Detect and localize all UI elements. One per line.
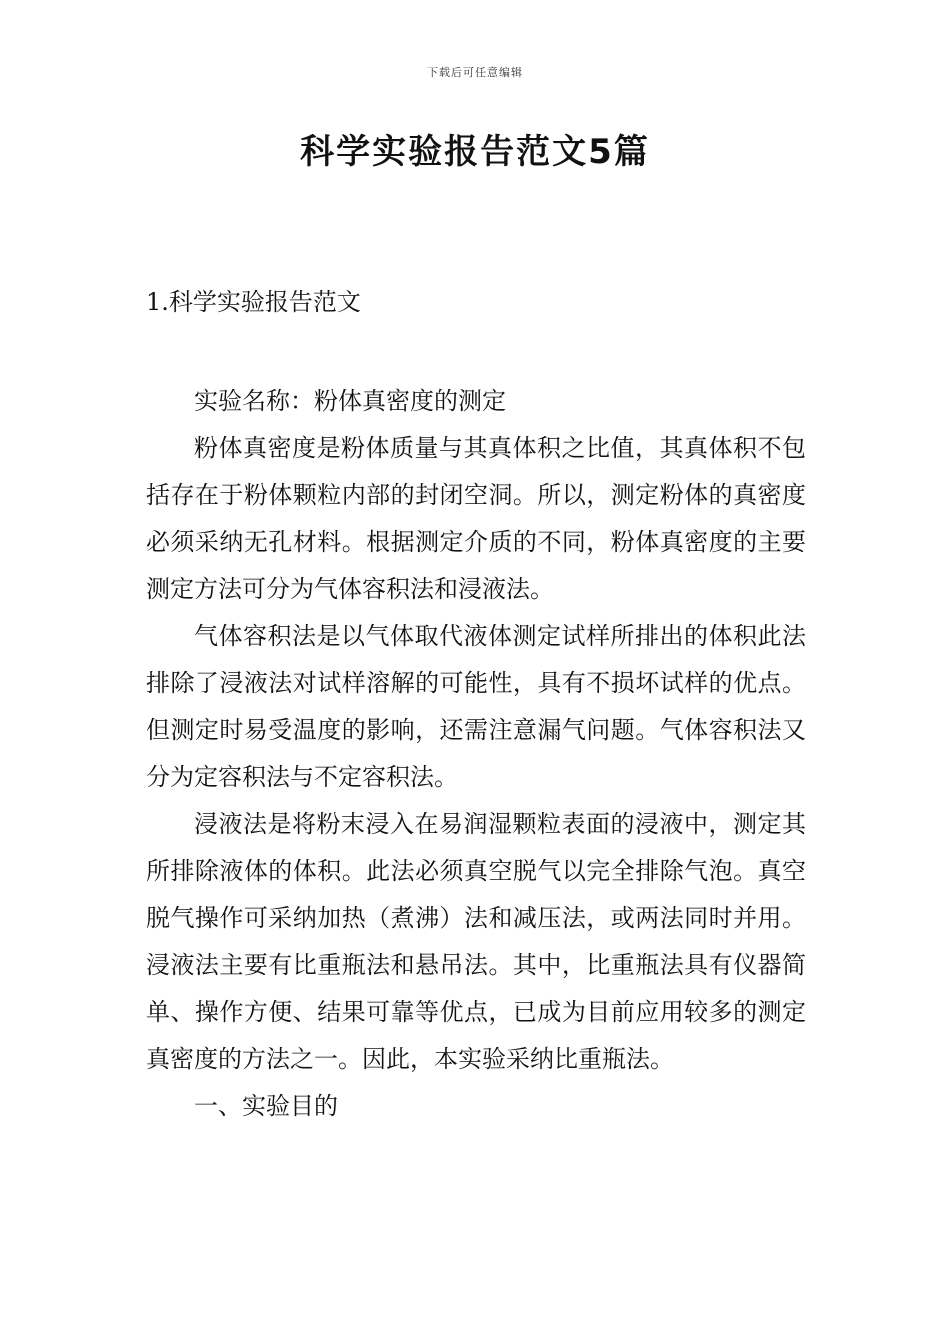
page-header-note: 下载后可任意编辑 bbox=[427, 66, 523, 79]
document-body bbox=[146, 378, 806, 1130]
body-paragraph: 粉体真密度是粉体质量与其真体积之比值，其真体积不包括存在于粉体颗粒内部的封闭空洞。所以，测定粉体的真密度必须采纳无孔材料。根据测定介质的不同，粉体真密度的主要测定方法可分为气体容积法和浸液法。 bbox=[146, 434, 806, 603]
experiment-name-line: 实验名称：粉体真密度的测定 bbox=[194, 387, 506, 415]
body-paragraph: 气体容积法是以气体取代液体测定试样所排出的体积此法排除了浸液法对试样溶解的可能性，具有不损坏试样的优点。但测定时易受温度的影响，还需注意漏气问题。气体容积法又分为定容积法与不定容积法。 bbox=[146, 622, 806, 791]
section-heading: 1.科学实验报告范文 bbox=[146, 288, 361, 316]
document-title: 科学实验报告范文5篇 bbox=[300, 132, 650, 172]
body-paragraph: 浸液法是将粉末浸入在易润湿颗粒表面的浸液中，测定其所排除液体的体积。此法必须真空脱气以完全排除气泡。真空脱气操作可采纳加热（煮沸）法和减压法，或两法同时并用。浸液法主要有比重瓶法和悬吊法。其中，比重瓶法具有仪器简单、操作方便、结果可靠等优点，已成为目前应用较多的测定真密度的方法之一。因此，本实验采纳比重瓶法。 bbox=[146, 810, 806, 1073]
subsection-heading: 一、实验目的 bbox=[194, 1092, 338, 1120]
